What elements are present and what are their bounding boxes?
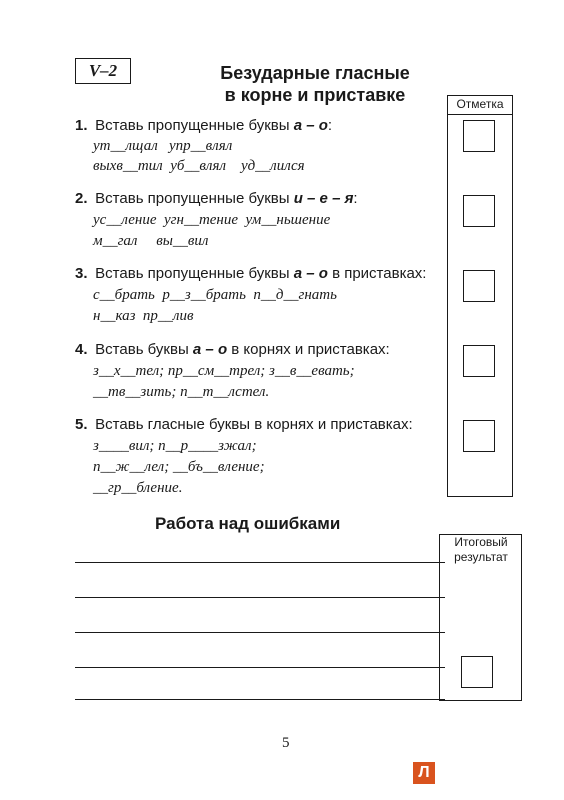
task-3-number: 3. [75, 265, 88, 282]
task-1-number: 1. [75, 117, 88, 134]
result-label-line-1: Итоговый [454, 535, 508, 549]
task-5-line-2: п__ж__лел; __бъ__вление; [93, 459, 265, 475]
writing-line-3[interactable] [75, 632, 445, 633]
task-5-number: 5. [75, 416, 88, 433]
writing-line-4[interactable] [75, 667, 445, 668]
writing-line-1[interactable] [75, 562, 445, 563]
page-number: 5 [282, 735, 290, 751]
task-1-suffix: : [327, 117, 333, 134]
result-label-line-2: результат [454, 550, 508, 564]
task-1-letters: а – о [293, 117, 328, 134]
mark-checkbox-2[interactable] [463, 195, 495, 227]
task-5-line-1: з____вил; п__р____зжал; [93, 438, 257, 454]
task-4-prefix: Вставь буквы [95, 341, 193, 358]
publisher-logo: Л [413, 762, 435, 784]
task-5-title [75, 416, 413, 434]
task-3-line-2: н__каз пр__лив [93, 308, 194, 324]
task-2-line-2: м__гал вы__вил [93, 233, 209, 249]
result-label [441, 535, 521, 565]
page-title-line-2: в корне и приставке [224, 85, 406, 105]
task-4-title [75, 341, 390, 359]
task-5-line-3: __гр__бление. [93, 480, 183, 496]
result-checkbox[interactable] [461, 656, 493, 688]
task-1-line-2: выхв__тил уб__влял уд__лился [93, 158, 305, 174]
task-2-number: 2. [75, 190, 88, 207]
task-2-prefix: Вставь пропущенные буквы [95, 190, 294, 207]
page-title-line-1: Безударные гласные [220, 63, 410, 83]
task-4-suffix: в корнях и приставках: [227, 341, 390, 358]
task-4-line-1: з__х__тел; пр__см__трел; з__в__евать; [93, 363, 355, 379]
task-3-prefix: Вставь пропущенные буквы [95, 265, 294, 282]
task-3-line-1: с__брать р__з__брать п__д__гнать [93, 287, 337, 303]
task-4-letters: а – о [192, 341, 228, 358]
variant-label: V–2 [75, 58, 131, 84]
mark-checkbox-4[interactable] [463, 345, 495, 377]
writing-line-2[interactable] [75, 597, 445, 598]
task-1-prefix: Вставь пропущенные буквы [95, 117, 294, 134]
mark-checkbox-5[interactable] [463, 420, 495, 452]
task-1-line-1: ут__лщал упр__влял [93, 138, 233, 154]
mark-header-divider [447, 114, 513, 115]
mark-checkbox-3[interactable] [463, 270, 495, 302]
task-2-title [75, 190, 358, 208]
mark-checkbox-1[interactable] [463, 120, 495, 152]
task-1-title [75, 117, 332, 135]
task-4-line-2: __тв__зить; п__т__лстел. [93, 384, 270, 400]
task-2-suffix: : [353, 190, 358, 207]
task-3-letters: а – о [293, 265, 328, 282]
task-4-number: 4. [75, 341, 88, 358]
task-5-prefix: Вставь гласные буквы в корнях и приставках: [95, 416, 413, 433]
task-2-letters: и – е – я [293, 190, 354, 207]
mark-header: Отметка [456, 97, 504, 111]
task-3-title [75, 265, 426, 283]
errors-section-title: Работа над ошибками [155, 514, 341, 533]
task-3-suffix: в приставках: [327, 265, 427, 282]
writing-line-5[interactable] [75, 699, 445, 700]
task-2-line-1: ус__ление угн__тение ум__ньшение [93, 212, 331, 228]
